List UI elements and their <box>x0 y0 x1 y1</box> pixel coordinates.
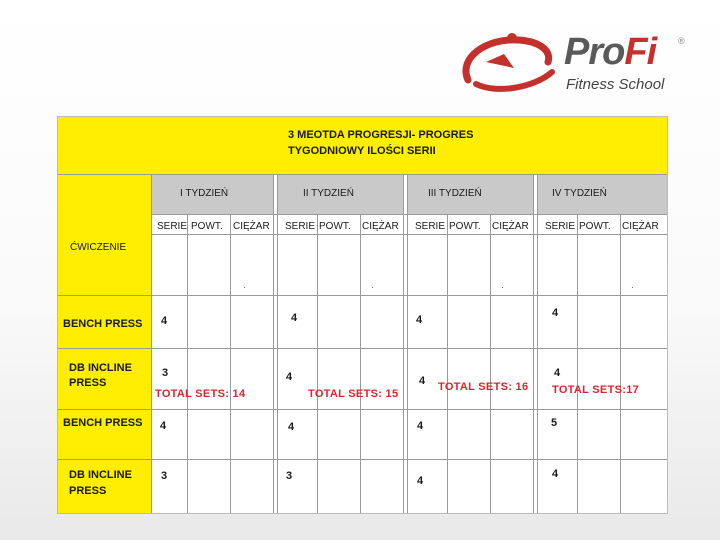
week-label: III TYDZIEŃ <box>428 188 482 199</box>
total-sets-week-4: TOTAL SETS:17 <box>552 384 640 396</box>
sets-value: 4 <box>291 312 298 324</box>
sets-value: 4 <box>552 307 559 319</box>
col-header-reps: POWT. <box>191 221 223 232</box>
sets-value: 4 <box>416 314 423 326</box>
sets-value: 4 <box>554 367 561 379</box>
sets-value: 4 <box>286 371 293 383</box>
table-title-line-1: 3 MEOTDA PROGRESJI- PROGRES <box>288 129 474 141</box>
exercise-name: PRESS <box>69 485 107 497</box>
exercise-name: BENCH PRESS <box>63 417 143 429</box>
progression-table <box>57 116 668 514</box>
col-header-reps: POWT. <box>319 221 351 232</box>
exercise-name: PRESS <box>69 377 107 389</box>
col-header-weight: CIĘŻAR <box>233 221 270 232</box>
exercise-header: ĆWICZENIE <box>70 242 127 253</box>
profi-swoosh-icon <box>456 28 560 98</box>
total-sets-week-3: TOTAL SETS: 16 <box>438 381 529 393</box>
sets-value: 4 <box>160 420 167 432</box>
col-header-sets: SERIE <box>415 221 446 232</box>
total-sets-week-2: TOTAL SETS: 15 <box>308 388 399 400</box>
col-header-reps: POWT. <box>579 221 611 232</box>
profi-logo <box>456 28 696 98</box>
exercise-column <box>58 175 151 513</box>
sets-value: 3 <box>161 470 168 482</box>
sets-value: 4 <box>417 475 424 487</box>
brand-wordmark: ProFi <box>564 31 657 73</box>
col-header-weight: CIĘŻAR <box>362 221 399 232</box>
table-title-line-2: TYGODNIOWY ILOŚCI SERII <box>288 145 436 157</box>
col-header-sets: SERIE <box>157 221 188 232</box>
brand-tagline: Fitness School <box>566 76 665 93</box>
exercise-name: BENCH PRESS <box>63 318 143 330</box>
week-label: IV TYDZIEŃ <box>552 188 607 199</box>
registered-mark: ® <box>678 36 685 46</box>
sets-value: 5 <box>551 417 558 429</box>
sets-value: 3 <box>286 470 293 482</box>
exercise-name: DB INCLINE <box>69 469 132 481</box>
week-label: II TYDZIEŃ <box>303 188 354 199</box>
sets-value: 4 <box>417 420 424 432</box>
col-header-sets: SERIE <box>545 221 576 232</box>
sets-value: 4 <box>288 421 295 433</box>
col-header-reps: POWT. <box>449 221 481 232</box>
sets-value: 4 <box>161 315 168 327</box>
col-header-weight: CIĘŻAR <box>622 221 659 232</box>
col-header-sets: SERIE <box>285 221 316 232</box>
col-header-weight: CIĘŻAR <box>492 221 529 232</box>
exercise-name: DB INCLINE <box>69 362 132 374</box>
sets-value: 4 <box>419 375 426 387</box>
sets-value: 4 <box>552 468 559 480</box>
sets-value: 3 <box>162 367 169 379</box>
total-sets-week-1: TOTAL SETS: 14 <box>155 388 246 400</box>
week-label: I TYDZIEŃ <box>180 188 229 199</box>
